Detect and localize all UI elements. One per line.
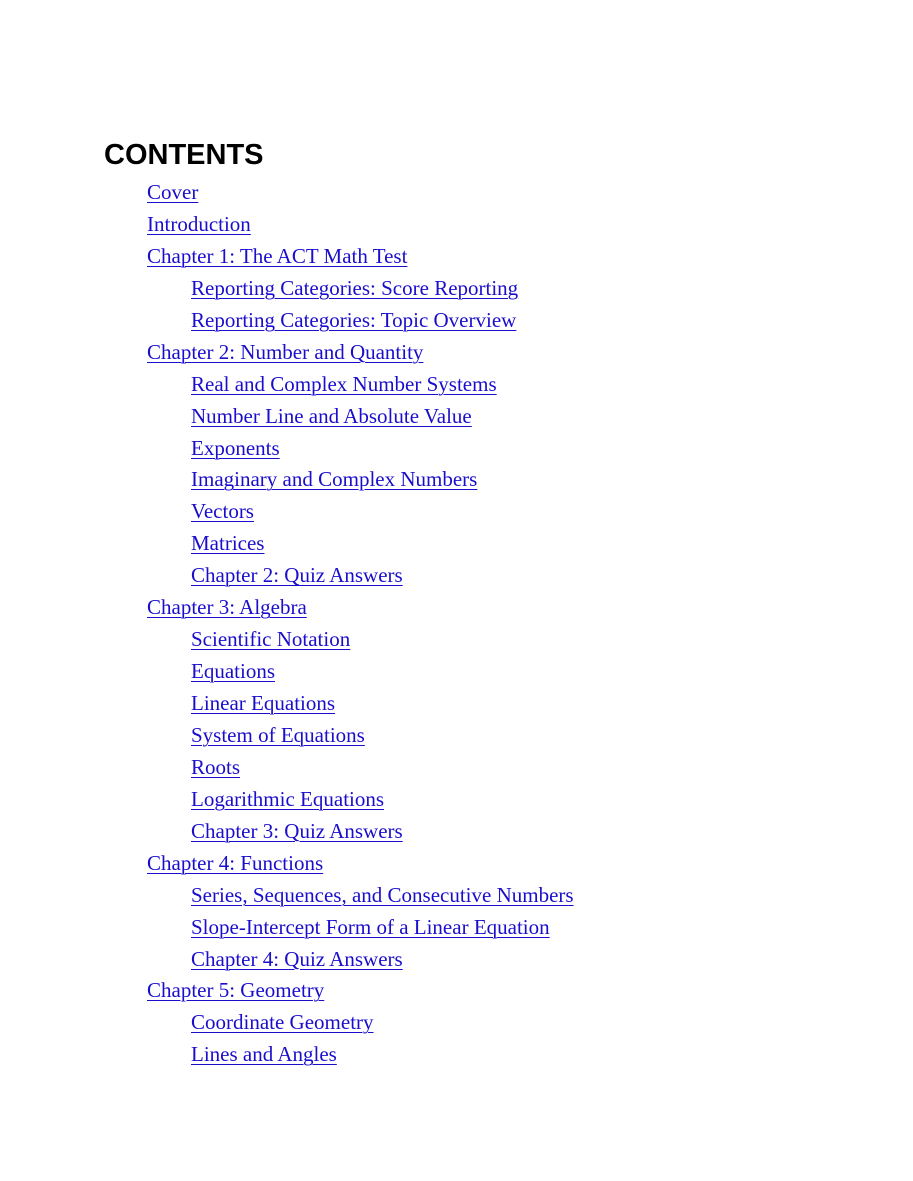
toc-section-link[interactable]: Lines and Angles bbox=[191, 1042, 337, 1067]
toc-section-entry bbox=[0, 273, 913, 305]
toc-section-link[interactable]: Roots bbox=[191, 754, 241, 779]
toc-chapter-entry bbox=[0, 209, 913, 241]
toc-chapter-entry bbox=[0, 337, 913, 369]
toc-chapter-link[interactable]: Chapter 4: Functions bbox=[147, 850, 324, 875]
toc-chapter-link[interactable]: Introduction bbox=[147, 211, 251, 236]
toc-section-entry bbox=[0, 624, 913, 656]
toc-chapter-entry bbox=[0, 241, 913, 273]
toc-section-link[interactable]: Chapter 3: Quiz Answers bbox=[191, 818, 403, 843]
toc-section-link[interactable]: Matrices bbox=[191, 531, 265, 556]
toc-section-entry bbox=[0, 496, 913, 528]
toc-section-entry bbox=[0, 1007, 913, 1039]
toc-section-entry bbox=[0, 688, 913, 720]
toc-chapter-link[interactable]: Chapter 3: Algebra bbox=[147, 595, 307, 620]
toc-chapter-link[interactable]: Chapter 1: The ACT Math Test bbox=[147, 243, 408, 268]
toc-section-entry bbox=[0, 401, 913, 433]
toc-chapter-entry bbox=[0, 975, 913, 1007]
toc-section-entry bbox=[0, 464, 913, 496]
toc-section-link[interactable]: Scientific Notation bbox=[191, 627, 351, 652]
toc-section-link[interactable]: Reporting Categories: Score Reporting bbox=[191, 275, 519, 300]
toc-section-entry bbox=[0, 433, 913, 465]
toc-section-link[interactable]: Slope-Intercept Form of a Linear Equation bbox=[191, 914, 550, 939]
toc-section-entry bbox=[0, 912, 913, 944]
toc-section-link[interactable]: Exponents bbox=[191, 435, 280, 460]
toc-section-entry bbox=[0, 656, 913, 688]
toc-section-link[interactable]: System of Equations bbox=[191, 722, 365, 747]
toc-section-link[interactable]: Real and Complex Number Systems bbox=[191, 371, 497, 396]
toc-chapter-entry bbox=[0, 177, 913, 209]
toc-section-entry bbox=[0, 1039, 913, 1071]
toc-section-link[interactable]: Equations bbox=[191, 659, 275, 684]
toc-section-link[interactable]: Chapter 2: Quiz Answers bbox=[191, 563, 403, 588]
toc-section-entry bbox=[0, 560, 913, 592]
toc-chapter-link[interactable]: Chapter 5: Geometry bbox=[147, 978, 325, 1003]
toc-section-link[interactable]: Linear Equations bbox=[191, 691, 336, 715]
toc-section-link[interactable]: Reporting Categories: Topic Overview bbox=[191, 307, 517, 332]
toc-section-entry bbox=[0, 528, 913, 560]
toc-chapter-entry bbox=[0, 592, 913, 624]
toc-section-entry bbox=[0, 369, 913, 401]
toc-section-link[interactable]: Coordinate Geometry bbox=[191, 1010, 374, 1035]
toc-section-entry bbox=[0, 816, 913, 848]
toc-section-entry bbox=[0, 880, 913, 912]
toc-section-entry bbox=[0, 944, 913, 976]
toc-section-link[interactable]: Chapter 4: Quiz Answers bbox=[191, 946, 403, 971]
toc-section-link[interactable]: Series, Sequences, and Consecutive Numbers bbox=[191, 882, 574, 907]
toc-section-link[interactable]: Number Line and Absolute Value bbox=[191, 403, 472, 428]
contents-heading: CONTENTS bbox=[104, 139, 264, 171]
toc-section-entry bbox=[0, 305, 913, 337]
toc-section-link[interactable]: Imaginary and Complex Numbers bbox=[191, 467, 478, 492]
toc-section-link[interactable]: Vectors bbox=[191, 499, 254, 524]
toc-section-entry bbox=[0, 784, 913, 816]
table-of-contents bbox=[0, 177, 913, 1071]
toc-chapter-link[interactable]: Chapter 2: Number and Quantity bbox=[147, 339, 424, 364]
toc-chapter-link[interactable]: Cover bbox=[147, 180, 199, 204]
toc-chapter-entry bbox=[0, 848, 913, 880]
toc-section-entry bbox=[0, 720, 913, 752]
toc-section-entry bbox=[0, 752, 913, 784]
toc-section-link[interactable]: Logarithmic Equations bbox=[191, 786, 385, 811]
